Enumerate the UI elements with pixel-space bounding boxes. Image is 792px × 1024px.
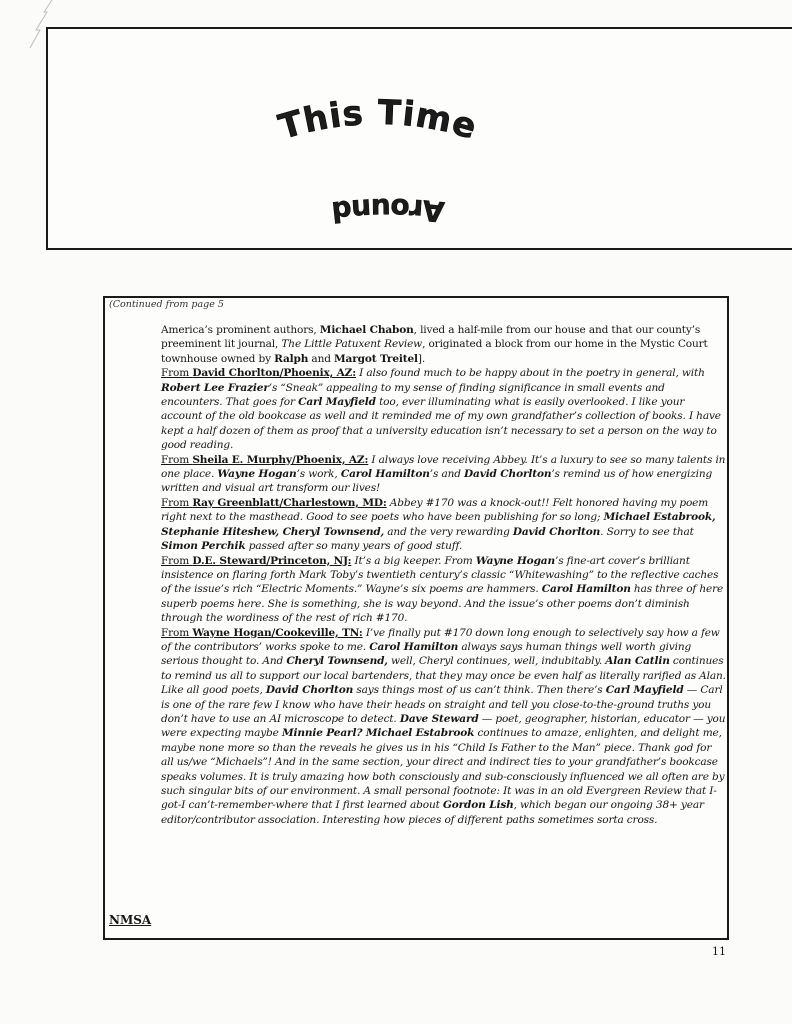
letter-text: has three of here superb poems here. She is something, she is way beyond. And the issue’s other poems don’t diminish through the wordiness of the rest of rich #170. <box>161 583 724 625</box>
letter-text: well, Cheryl continues, well, indubitably. <box>387 655 606 668</box>
letter-text: , lived a half-mile from our house and that our county’s preeminent lit journal, <box>161 324 701 351</box>
letter-text: It’s a big keeper. From <box>351 554 476 567</box>
author-name: Robert Lee Frazier <box>161 381 269 394</box>
author-name: Michael Estabrook, Stephanie Hiteshew, Cheryl Townsend, <box>161 511 716 538</box>
letter-text: ]. <box>417 352 426 365</box>
author-name: Carol Hamilton <box>340 468 430 481</box>
letters-box <box>103 296 729 940</box>
letter-text: America’s prominent authors, <box>161 324 320 336</box>
author-name: Alan Catlin <box>605 655 670 668</box>
author-name: Cheryl Townsend, <box>286 655 388 668</box>
author-name: Carol Hamilton <box>541 583 631 596</box>
from-word: From <box>161 367 193 380</box>
letter-sender: David Chorlton/Phoenix, AZ: <box>192 367 356 380</box>
author-name: Michael Chabon <box>319 324 414 336</box>
letter-paragraph <box>161 554 726 626</box>
author-name: Carl Mayfield <box>298 396 376 409</box>
from-word: From <box>161 554 193 567</box>
author-name: Simon Perchik <box>161 540 246 553</box>
author-name: Carol Hamilton <box>369 640 459 653</box>
letter-text: I’ve finally put #170 down long enough to selectively say how a few of the contributors’ works spoke to me. <box>161 626 720 653</box>
author-name: Minnie Pearl? Michael Estabrook <box>281 727 475 740</box>
author-name: David Chorlton <box>265 684 354 697</box>
letters-body <box>161 323 726 827</box>
letter-sender: Ray Greenblatt/Charlestown, MD: <box>192 496 387 509</box>
letter-text: I always love receiving Abbey. It’s a luxury to see so many talents in one place. <box>161 453 726 481</box>
logo-text-bottom: Around <box>330 191 446 229</box>
author-name: Wayne Hogan <box>475 554 555 567</box>
continuation-paragraph <box>161 323 726 366</box>
letter-text: ’s fine-art cover’s brilliant insistence on flaring forth Mark Toby’s twentieth century’s classic “Whitewashing” to the reflective caches of the issue’s rich “Electric Moments.” Wayne’s six poems are hammers. <box>161 554 719 596</box>
letter-text: — Carl is one of the rare few I know who have their heads on straight and tell you close-to-the-ground truths you don’t have to use an AI microscope to detect. <box>161 684 723 725</box>
letter-text: always says human things well worth giving serious thought to. And <box>161 640 692 668</box>
letter-text: continues to amaze, enlighten, and delight me, maybe none more so than the reveals he gives us in his “Child Is Father to the Man” piece. Thank god for all us/we “Michaels”! And in the same section, your direct and indirect ties to your grandfather’s bookcase speaks volumes. It is truly amazing how both consciously and sub-consciously influenced we all often are by such singular bits of our environment. A small personal footnote: It was in an old Evergreen Review that I-got-I can’t-remember-where that I first learned about <box>161 727 725 812</box>
letter-text: too, ever illuminating what is easily overlooked. I like your account of the old bookcase as well and it reminded me of my own grandfather’s collection of books. I have kept a half dozen of them as proof that a university education isn’t necessary to set a person on the way to good reading. <box>161 396 721 452</box>
author-name: Carl Mayfield <box>605 684 684 697</box>
page-number: 11 <box>712 945 726 958</box>
author-name: Gordon Lish <box>442 799 514 812</box>
author-name: Dave Steward <box>399 712 479 725</box>
letter-text: , which began our ongoing 38+ year editor/contributor association. Interesting how pieces of different paths sometimes sorta cross. <box>161 799 704 826</box>
letter-text: . Sorry to see that <box>600 525 694 538</box>
letter-text: The Little Patuxent Review <box>281 338 423 351</box>
svg-text:Around <box>330 192 446 228</box>
author-name: Ralph <box>274 352 309 365</box>
from-word: From <box>161 626 193 639</box>
letter-paragraph <box>161 496 726 554</box>
letter-text: I also found much to be happy about in the poetry in general, with <box>355 367 705 380</box>
from-word: From <box>161 496 193 509</box>
letter-text: ’s and <box>429 468 465 481</box>
letter-text: says things most of us can’t think. Then there’s <box>353 684 606 697</box>
letter-text: and the very rewarding <box>384 525 513 538</box>
author-name: Wayne Hogan <box>217 468 297 481</box>
author-name: Margot Treitel <box>334 352 418 365</box>
letter-sender: Wayne Hogan/Cookeville, TN: <box>192 626 363 639</box>
this-time-around-logo <box>48 29 792 248</box>
letter-sender: Sheila E. Murphy/Phoenix, AZ: <box>192 453 369 466</box>
letter-text: ’s “Sneak” appealing to my sense of finding significance in small events and encounters. That goes for <box>161 381 665 409</box>
letter-text: ’s work, <box>296 468 341 481</box>
svg-text:This Time <box>274 93 481 148</box>
author-name: David Chorlton <box>464 468 552 481</box>
letter-paragraph <box>161 366 726 452</box>
header-box <box>46 27 792 250</box>
letter-text: and <box>308 352 335 365</box>
letter-text: Abbey #170 was a knock-out!! Felt honored having my poem right next to the masthead. Good to see poets who have been publishing for so long; <box>161 496 709 524</box>
letter-text: ’s remind us of how energizing written and visual art transform our lives! <box>161 468 713 495</box>
letter-text: continues to remind us all to support our local bartenders, that they may once be even half as literally rarified as Alan. Like all good poets, <box>161 655 726 697</box>
from-word: From <box>161 453 193 466</box>
letter-paragraph <box>161 626 726 828</box>
author-name: David Chorlton <box>512 525 601 538</box>
continued-note: (Continued from page 5 <box>109 299 224 310</box>
signature: NMSA <box>109 913 152 927</box>
letter-text: , originated a block from our home in the Mystic Court townhouse owned by <box>161 338 708 365</box>
letter-text: passed after so many years of good stuff. <box>245 540 463 553</box>
logo-text-top: This Time <box>274 92 482 148</box>
letter-paragraph <box>161 453 726 496</box>
letter-sender: D.E. Steward/Princeton, NJ: <box>192 554 352 567</box>
letter-text: — poet, geographer, historian, educator — you were expecting maybe <box>161 712 726 740</box>
